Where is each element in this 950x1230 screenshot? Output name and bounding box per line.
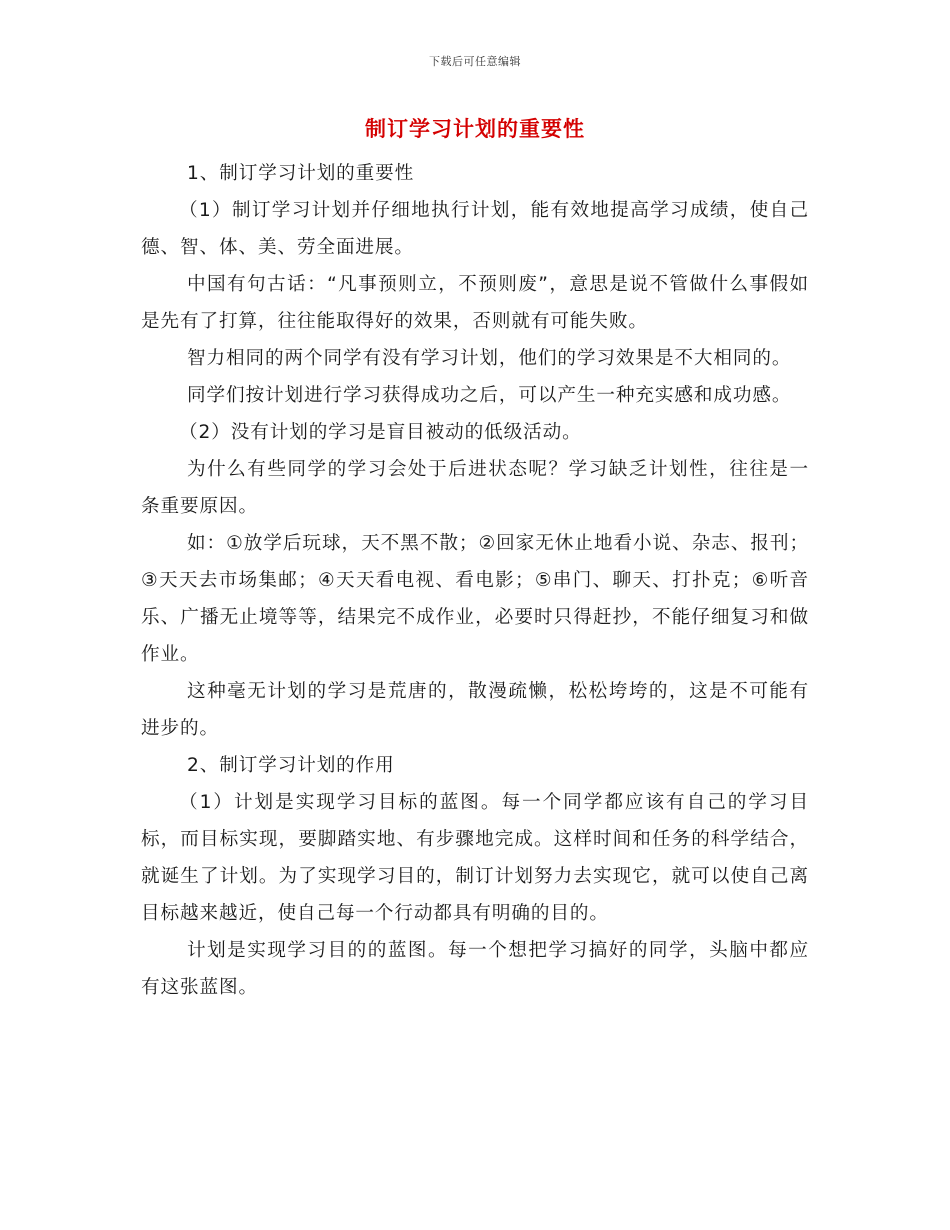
document-body (141, 155, 809, 1006)
document-title: 制订学习计划的重要性 (365, 117, 585, 141)
paragraph-2-1: （1）计划是实现学习目标的蓝图。每一个同学都应该有自己的学习目标，而目标实现，要脚踏实地、有步骤地完成。这样时间和任务的科学结合，就诞生了计划。为了实现学习目的，制订计划努力去实现它，就可以使自己离目标越来越近，使自己每一个行动都具有明确的目的。 (141, 792, 809, 924)
paragraph-examples: 如：①放学后玩球，天不黑不散；②回家无休止地看小说、杂志、报刊；③天天去市场集邮；④天天看电视、看电影；⑤串门、聊天、打扑克；⑥听音乐、广播无止境等等，结果完不成作业，必要时只得赶抄，不能仔细复习和做作业。 (141, 533, 809, 665)
header-note: 下载后可任意编辑 (429, 55, 521, 68)
paragraph-success: 同学们按计划进行学习获得成功之后，可以产生一种充实感和成功感。 (187, 385, 792, 406)
paragraph-why-behind: 为什么有些同学的学习会处于后进状态呢？学习缺乏计划性，往往是一条重要原因。 (141, 459, 809, 517)
paragraph-1-2: （2）没有计划的学习是盲目被动的低级活动。 (179, 422, 582, 443)
section-heading-2: 2、制订学习计划的作用 (187, 755, 395, 776)
paragraph-proverb: 中国有句古话：“凡事预则立，不预则废”，意思是说不管做什么事假如是先有了打算，往往能取得好的效果，否则就有可能失败。 (141, 274, 809, 332)
paragraph-blueprint: 计划是实现学习目的的蓝图。每一个想把学习搞好的同学，头脑中都应有这张蓝图。 (141, 940, 809, 998)
paragraph-no-plan: 这种毫无计划的学习是荒唐的，散漫疏懒，松松垮垮的，这是不可能有进步的。 (141, 681, 809, 739)
section-heading-1: 1、制订学习计划的重要性 (187, 163, 415, 184)
paragraph-1-1: （1）制订学习计划并仔细地执行计划，能有效地提高学习成绩，使自己德、智、体、美、劳全面进展。 (141, 200, 809, 258)
paragraph-same-intelligence: 智力相同的两个同学有没有学习计划，他们的学习效果是不大相同的。 (187, 348, 792, 369)
